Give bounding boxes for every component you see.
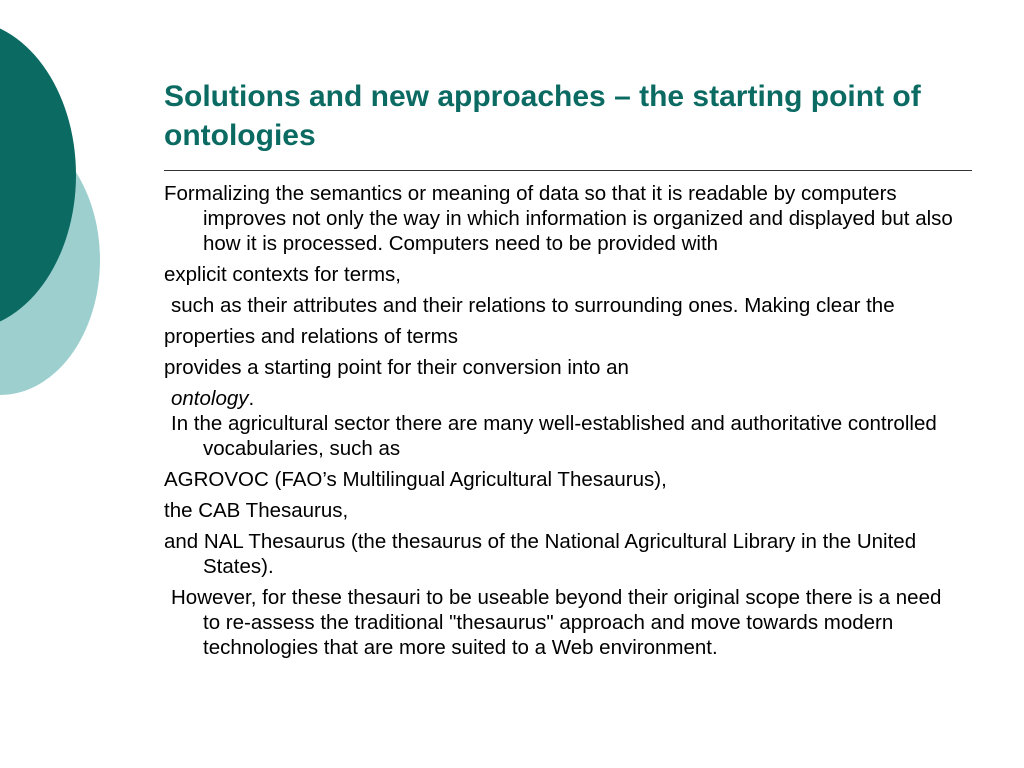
body-paragraph-however: However, for these thesauri to be useable beyond their original scope there is a need to re-assess the traditional "thesaurus" approach and move towards modern technologies that are more suited to a Web environment.	[171, 586, 948, 659]
title-divider	[164, 170, 972, 171]
body-paragraph-ontology	[164, 386, 964, 461]
body-paragraph-cab: the CAB Thesaurus,	[164, 499, 349, 522]
slide-title: Solutions and new approaches – the starting point of ontologies	[164, 80, 921, 152]
body-paragraph-properties: properties and relations of terms	[164, 325, 458, 348]
ontology-period: .	[248, 387, 255, 410]
body-paragraph-agricultural-sector: In the agricultural sector there are many well-established and authoritative controlled vocabularies, such as	[171, 412, 943, 460]
ontology-term: ontology	[171, 387, 249, 410]
body-paragraph-attributes: such as their attributes and their relations to surrounding ones. Making clear the	[171, 294, 895, 317]
body-paragraph-nal: and NAL Thesaurus (the thesaurus of the National Agricultural Library in the United States).	[164, 530, 922, 578]
body-paragraph-formalizing: Formalizing the semantics or meaning of data so that it is readable by computers improves not only the way in which information is organized and displayed but also how it is processed. Computers need to be provided with	[164, 182, 959, 255]
body-paragraph-explicit-contexts: explicit contexts for terms,	[164, 263, 401, 286]
body-paragraph-agrovoc: AGROVOC (FAO’s Multilingual Agricultural Thesaurus),	[164, 468, 667, 491]
slide-body	[164, 181, 964, 666]
body-paragraph-starting-point: provides a starting point for their conversion into an	[164, 356, 629, 379]
